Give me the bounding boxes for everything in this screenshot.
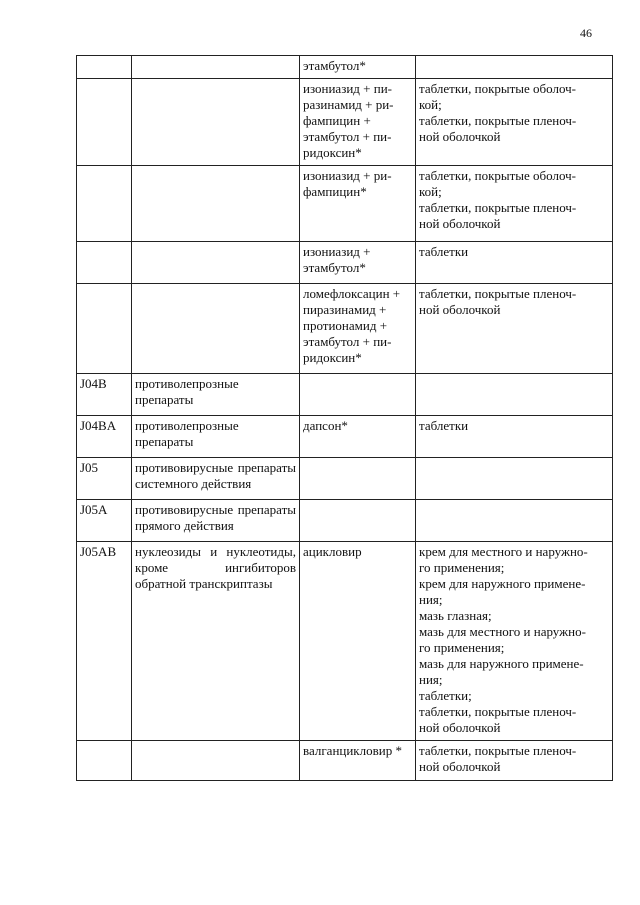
page-number: 46	[580, 26, 592, 40]
dosage-form-cell-line: ной оболочкой	[419, 720, 501, 735]
group-name-cell	[132, 741, 300, 781]
atc-code-cell	[77, 56, 132, 79]
dosage-form-cell	[416, 284, 613, 374]
drug-name-cell-line: дапсон*	[303, 418, 348, 433]
drug-name-cell-line: разинамид + ри-	[303, 97, 394, 112]
dosage-form-cell-line: таблетки, покрытые оболоч-	[419, 168, 577, 183]
drug-name-cell-line: этамбутол + пи-	[303, 334, 392, 349]
group-name-cell: противолепрозные препараты	[132, 374, 300, 416]
dosage-form-cell-line: ной оболочкой	[419, 759, 501, 774]
table-row	[77, 56, 613, 79]
atc-code-cell	[77, 166, 132, 242]
table-row	[77, 242, 613, 284]
drug-name-cell-line: ацикловир	[303, 544, 362, 559]
dosage-form-cell	[416, 542, 613, 741]
atc-code-cell	[77, 741, 132, 781]
dosage-form-cell-line: таблетки, покрытые пленоч-	[419, 743, 577, 758]
drug-name-cell-line: ридоксин*	[303, 145, 362, 160]
dosage-form-cell-line: ния;	[419, 592, 443, 607]
atc-code-cell: J04BA	[77, 416, 132, 458]
dosage-form-cell	[416, 79, 613, 166]
table-row	[77, 458, 613, 500]
dosage-form-cell-line: ния;	[419, 672, 443, 687]
dosage-form-cell-line: ной оболочкой	[419, 216, 501, 231]
table-row	[77, 500, 613, 542]
drug-name-cell-line: пиразинамид +	[303, 302, 387, 317]
dosage-form-cell-line: ной оболочкой	[419, 129, 501, 144]
drug-name-cell	[300, 741, 416, 781]
drug-name-cell-line: фампицин*	[303, 184, 367, 199]
table-row	[77, 284, 613, 374]
atc-code-cell: J05A	[77, 500, 132, 542]
drug-name-cell	[300, 56, 416, 79]
drug-name-cell-line: изониазид + пи-	[303, 81, 392, 96]
table-row	[77, 166, 613, 242]
drug-name-cell	[300, 416, 416, 458]
group-name-cell: противолепрозные препараты	[132, 416, 300, 458]
dosage-form-cell	[416, 166, 613, 242]
drug-name-cell	[300, 79, 416, 166]
table-row	[77, 79, 613, 166]
atc-code-cell	[77, 79, 132, 166]
drug-name-cell-line: этамбутол*	[303, 260, 366, 275]
dosage-form-cell-line: таблетки, покрытые пленоч-	[419, 704, 577, 719]
group-name-cell	[132, 242, 300, 284]
drug-name-cell	[300, 500, 416, 542]
dosage-form-cell-line: крем для местного и наружно-	[419, 544, 588, 559]
dosage-form-cell-line: таблетки, покрытые пленоч-	[419, 200, 577, 215]
dosage-form-cell-line: таблетки	[419, 418, 469, 433]
dosage-form-cell	[416, 374, 613, 416]
table-body	[77, 56, 613, 781]
group-name-cell: противовирусные препараты системного действия	[132, 458, 300, 500]
table-row	[77, 416, 613, 458]
dosage-form-cell-line: ной оболочкой	[419, 302, 501, 317]
atc-code-cell: J04B	[77, 374, 132, 416]
atc-code-cell: J05	[77, 458, 132, 500]
dosage-form-cell	[416, 741, 613, 781]
drug-name-cell-line: фампицин +	[303, 113, 371, 128]
group-name-cell	[132, 166, 300, 242]
drug-name-cell-line: этамбутол*	[303, 58, 366, 73]
dosage-form-cell	[416, 242, 613, 284]
group-name-cell	[132, 284, 300, 374]
drug-name-cell-line: этамбутол + пи-	[303, 129, 392, 144]
dosage-form-cell-line: крем для наружного примене-	[419, 576, 586, 591]
dosage-form-cell-line: кой;	[419, 184, 442, 199]
dosage-form-cell	[416, 500, 613, 542]
dosage-form-cell-line: кой;	[419, 97, 442, 112]
drug-name-cell	[300, 374, 416, 416]
group-name-cell	[132, 56, 300, 79]
group-name-cell: противовирусные препараты прямого действия	[132, 500, 300, 542]
dosage-form-cell-line: мазь для наружного примене-	[419, 656, 584, 671]
table-row	[77, 542, 613, 741]
dosage-form-cell-line: таблетки, покрытые пленоч-	[419, 286, 577, 301]
drug-name-cell-line: ломефлоксацин +	[303, 286, 401, 301]
drug-name-cell	[300, 284, 416, 374]
drug-name-cell-line: изониазид + ри-	[303, 168, 392, 183]
dosage-form-cell	[416, 56, 613, 79]
dosage-form-cell-line: таблетки	[419, 244, 469, 259]
atc-code-cell: J05AB	[77, 542, 132, 741]
dosage-form-cell-line: таблетки, покрытые пленоч-	[419, 113, 577, 128]
drug-name-cell-line: изониазид +	[303, 244, 371, 259]
drug-name-cell	[300, 458, 416, 500]
drug-list-table	[76, 55, 613, 781]
dosage-form-cell-line: мазь для местного и наружно-	[419, 624, 586, 639]
dosage-form-cell-line: таблетки, покрытые оболоч-	[419, 81, 577, 96]
drug-name-cell	[300, 166, 416, 242]
dosage-form-cell-line: таблетки;	[419, 688, 472, 703]
table-row	[77, 741, 613, 781]
table-row	[77, 374, 613, 416]
drug-name-cell-line: валганцикловир *	[303, 743, 402, 758]
drug-name-cell-line: протионамид +	[303, 318, 388, 333]
dosage-form-cell-line: го применения;	[419, 560, 505, 575]
group-name-cell: нуклеозиды и нуклеотиды, кроме ингибиторов обратной транскриптазы	[132, 542, 300, 741]
atc-code-cell	[77, 284, 132, 374]
dosage-form-cell-line: го применения;	[419, 640, 505, 655]
drug-name-cell-line: ридоксин*	[303, 350, 362, 365]
dosage-form-cell	[416, 458, 613, 500]
dosage-form-cell	[416, 416, 613, 458]
atc-code-cell	[77, 242, 132, 284]
group-name-cell	[132, 79, 300, 166]
drug-name-cell	[300, 242, 416, 284]
dosage-form-cell-line: мазь глазная;	[419, 608, 492, 623]
drug-name-cell	[300, 542, 416, 741]
